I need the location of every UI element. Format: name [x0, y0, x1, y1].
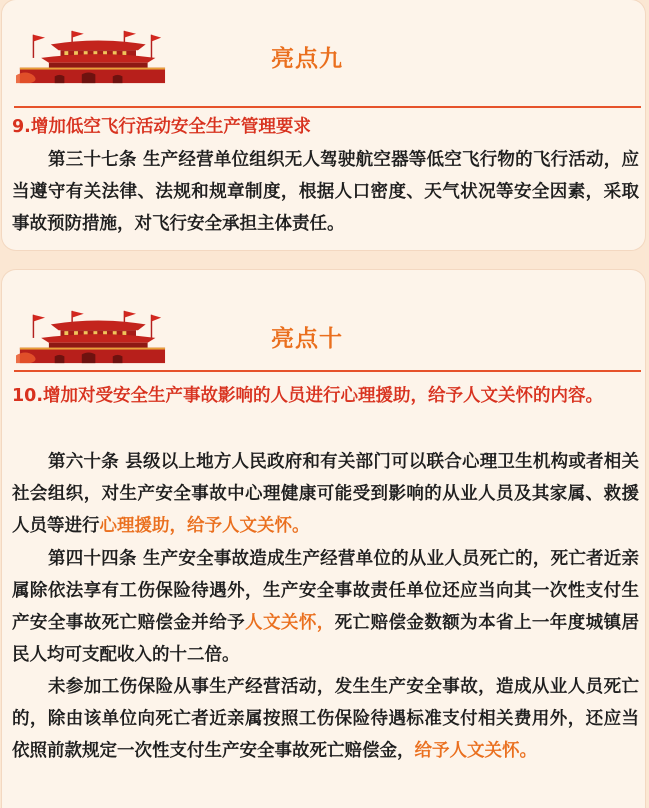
highlight-card-10	[2, 270, 645, 808]
highlighted-text: 人文关怀，	[245, 613, 335, 633]
tiananmen-gate-icon	[16, 308, 166, 364]
card-header	[2, 28, 645, 84]
section-title: 9.增加低空飞行活动安全生产管理要求	[12, 117, 311, 137]
highlight-badge: 亮点十	[271, 326, 343, 352]
article-paragraph	[12, 671, 639, 767]
article-paragraph	[12, 144, 639, 240]
highlighted-text: 给予人文关怀。	[414, 741, 537, 761]
paragraph-text: 第六十条 县级以上地方人民政府和有关部门可以联合心理卫生机构或者相关社会组织，对生产安全事故中心理健康可能受到影响的从业人员及其家属、救援人员等进行	[12, 452, 639, 536]
divider	[14, 370, 641, 372]
article-paragraph	[12, 446, 639, 542]
highlight-card-9	[2, 0, 645, 250]
divider	[14, 106, 641, 108]
section-title: 10.增加对受安全生产事故影响的人员进行心理援助，给予人文关怀的内容。	[12, 386, 603, 406]
paragraph-text: 第三十七条 生产经营单位组织无人驾驶航空器等低空飞行物的飞行活动，应当遵守有关法律、法规和规章制度，根据人口密度、天气状况等安全因素，采取事故预防措施，对飞行安全承担主体责任。	[12, 150, 639, 234]
paragraph-text: 死亡赔偿金数额为本省上一年度城镇居民人均可支配收入的十二倍。	[12, 613, 640, 665]
article-paragraph	[12, 543, 639, 671]
highlighted-text: 心理援助，给予人文关怀。	[99, 516, 310, 536]
paragraph-text: 第四十四条 生产安全事故造成生产经营单位的从业人员死亡的，死亡者近亲属除依法享有工伤保险待遇外，生产安全事故责任单位还应当向其一次性支付生产安全事故死亡赔偿金并给予	[12, 549, 639, 633]
tiananmen-gate-icon	[16, 28, 166, 84]
paragraph-text: 未参加工伤保险从事生产经营活动，发生生产安全事故，造成从业人员死亡的，除由该单位向死亡者近亲属按照工伤保险待遇标准支付相关费用外，还应当依照前款规定一次性支付生产安全事故死亡赔偿金，	[12, 677, 639, 761]
card-header	[2, 308, 645, 364]
highlight-badge: 亮点九	[271, 46, 343, 72]
